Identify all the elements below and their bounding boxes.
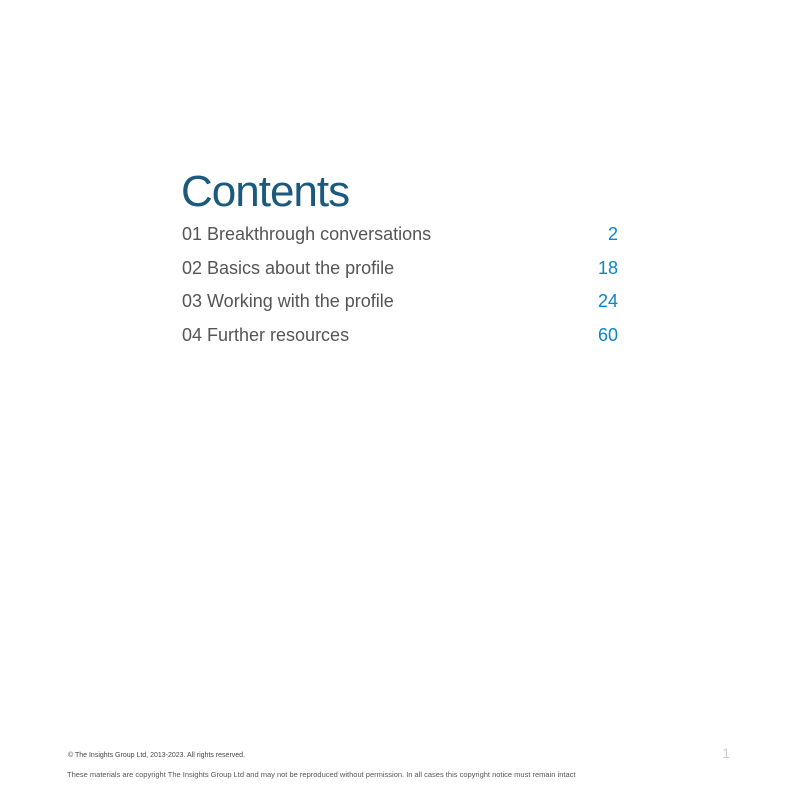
toc-entry-page-number: 60 bbox=[597, 324, 618, 345]
toc-entry-page-number: 18 bbox=[597, 257, 618, 278]
toc-entry-label: 04 Further resources bbox=[182, 324, 350, 345]
page-title: Contents bbox=[181, 167, 350, 216]
toc-entry-basics-about-the-profile[interactable] bbox=[182, 256, 618, 290]
table-of-contents bbox=[182, 222, 618, 356]
toc-entry-label: 03 Working with the profile bbox=[182, 291, 394, 311]
toc-entry-label: 01 Breakthrough conversations bbox=[182, 224, 432, 244]
footer-copyright: © The Insights Group Ltd, 2013-2023. All rights reserved. bbox=[68, 752, 246, 759]
page-number: 1 bbox=[722, 745, 730, 761]
toc-entry-further-resources[interactable] bbox=[182, 323, 618, 357]
toc-entry-breakthrough-conversations[interactable] bbox=[182, 222, 618, 256]
footer-copyright-notice: These materials are copyright The Insights Group Ltd and may not be reproduced without permission. In all cases this copyright notice must remain intact bbox=[67, 770, 576, 779]
toc-entry-page-number: 2 bbox=[607, 224, 618, 244]
toc-entry-page-number: 24 bbox=[597, 291, 618, 311]
toc-entry-working-with-the-profile[interactable] bbox=[182, 289, 618, 323]
toc-entry-label: 02 Basics about the profile bbox=[182, 257, 395, 278]
